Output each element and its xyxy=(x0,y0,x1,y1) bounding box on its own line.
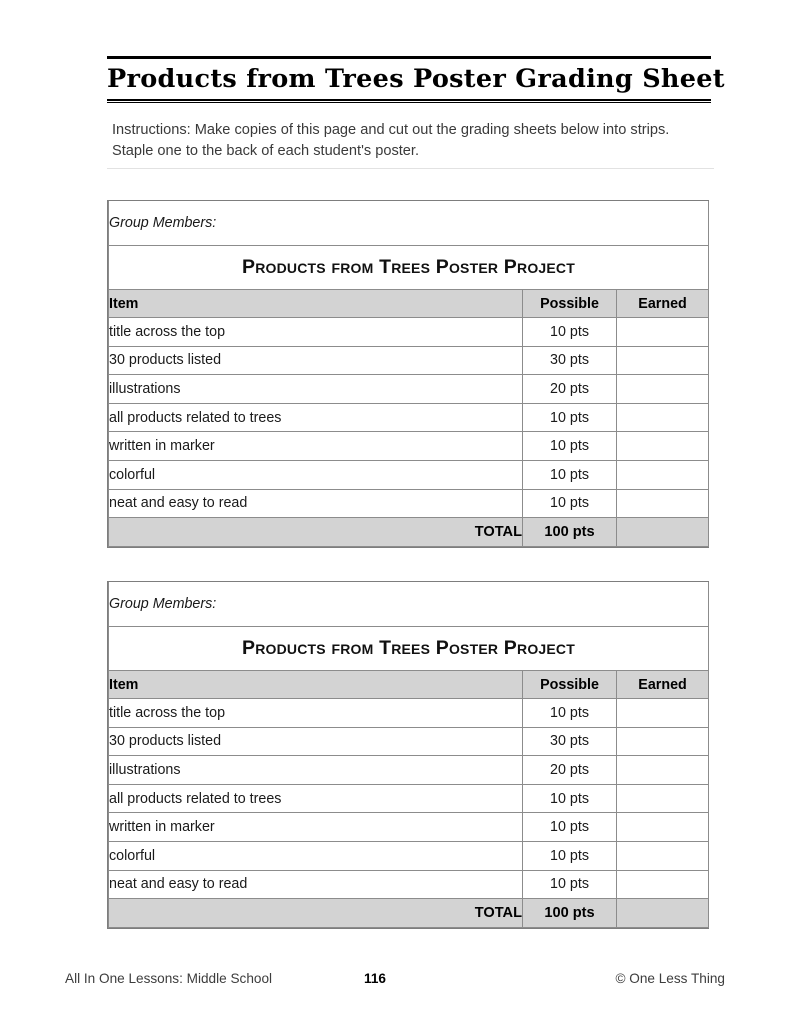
total-label: TOTAL xyxy=(109,518,523,547)
criterion-label: all products related to trees xyxy=(109,784,523,813)
criterion-points: 20 pts xyxy=(523,756,617,785)
criterion-earned[interactable] xyxy=(617,346,709,375)
table-row xyxy=(109,727,709,756)
total-possible: 100 pts xyxy=(523,899,617,928)
table-row xyxy=(109,813,709,842)
criterion-points: 10 pts xyxy=(523,460,617,489)
grading-sheet-1 xyxy=(107,200,709,548)
criterion-points: 10 pts xyxy=(523,699,617,728)
criterion-earned[interactable] xyxy=(617,870,709,899)
header-rule-bottom xyxy=(107,99,711,103)
criterion-earned[interactable] xyxy=(617,432,709,461)
sheet-title-row xyxy=(109,627,709,671)
criterion-points: 10 pts xyxy=(523,870,617,899)
table-row xyxy=(109,489,709,518)
column-header-item: Item xyxy=(109,290,523,318)
total-label: TOTAL xyxy=(109,899,523,928)
footer-lesson-title: All In One Lessons: Middle School xyxy=(65,971,273,986)
table-row xyxy=(109,784,709,813)
table-row xyxy=(109,841,709,870)
criterion-points: 10 pts xyxy=(523,403,617,432)
criterion-label: colorful xyxy=(109,841,523,870)
instructions-text: Instructions: Make copies of this page and cut out the grading sheets below into strips. Staple one to the back of each student's poster. xyxy=(112,122,670,159)
criterion-label: colorful xyxy=(109,460,523,489)
criterion-points: 20 pts xyxy=(523,375,617,404)
footer-page-number: 116 xyxy=(364,971,386,986)
criterion-earned[interactable] xyxy=(617,813,709,842)
total-row xyxy=(109,518,709,547)
criterion-points: 10 pts xyxy=(523,432,617,461)
instructions-divider xyxy=(107,168,714,169)
column-header-possible: Possible xyxy=(523,671,617,699)
table-row xyxy=(109,460,709,489)
table-row xyxy=(109,870,709,899)
column-header-item: Item xyxy=(109,671,523,699)
criterion-earned[interactable] xyxy=(617,318,709,347)
criterion-label: 30 products listed xyxy=(109,727,523,756)
criterion-label: 30 products listed xyxy=(109,346,523,375)
table-row xyxy=(109,375,709,404)
column-header-earned: Earned xyxy=(617,671,709,699)
criterion-label: title across the top xyxy=(109,318,523,347)
total-earned[interactable] xyxy=(617,518,709,547)
table-row xyxy=(109,346,709,375)
criterion-label: illustrations xyxy=(109,375,523,404)
table-header-row xyxy=(109,290,709,318)
page-footer xyxy=(65,971,725,993)
sheet-title-row xyxy=(109,246,709,290)
criterion-earned[interactable] xyxy=(617,699,709,728)
criterion-earned[interactable] xyxy=(617,460,709,489)
table-row xyxy=(109,699,709,728)
table-row xyxy=(109,403,709,432)
criterion-label: illustrations xyxy=(109,756,523,785)
criterion-points: 30 pts xyxy=(523,346,617,375)
total-row xyxy=(109,899,709,928)
table-row xyxy=(109,756,709,785)
criterion-label: title across the top xyxy=(109,699,523,728)
total-possible: 100 pts xyxy=(523,518,617,547)
table-row xyxy=(109,432,709,461)
criterion-label: written in marker xyxy=(109,432,523,461)
criterion-earned[interactable] xyxy=(617,489,709,518)
table-row xyxy=(109,318,709,347)
document-header xyxy=(107,56,725,103)
criterion-points: 10 pts xyxy=(523,489,617,518)
column-header-possible: Possible xyxy=(523,290,617,318)
group-members-row xyxy=(109,201,709,246)
criterion-earned[interactable] xyxy=(617,403,709,432)
group-members-row xyxy=(109,582,709,627)
grading-sheet-2 xyxy=(107,581,709,929)
group-members-label[interactable]: Group Members: xyxy=(109,201,709,246)
page-title-wrap xyxy=(107,59,725,99)
criterion-points: 10 pts xyxy=(523,813,617,842)
criterion-earned[interactable] xyxy=(617,727,709,756)
criterion-earned[interactable] xyxy=(617,841,709,870)
column-header-earned: Earned xyxy=(617,290,709,318)
sheet-title: Products from Trees Poster Project xyxy=(109,246,709,290)
criterion-points: 30 pts xyxy=(523,727,617,756)
criterion-label: neat and easy to read xyxy=(109,870,523,899)
footer-copyright: © One Less Thing xyxy=(615,971,725,986)
page-title: Products from Trees Poster Grading Sheet xyxy=(107,64,725,94)
criterion-earned[interactable] xyxy=(617,784,709,813)
total-earned[interactable] xyxy=(617,899,709,928)
criterion-earned[interactable] xyxy=(617,375,709,404)
criterion-points: 10 pts xyxy=(523,318,617,347)
grading-table xyxy=(108,201,709,547)
criterion-points: 10 pts xyxy=(523,784,617,813)
grading-table xyxy=(108,582,709,928)
criterion-points: 10 pts xyxy=(523,841,617,870)
group-members-label[interactable]: Group Members: xyxy=(109,582,709,627)
sheet-title: Products from Trees Poster Project xyxy=(109,627,709,671)
criterion-label: neat and easy to read xyxy=(109,489,523,518)
criterion-earned[interactable] xyxy=(617,756,709,785)
criterion-label: written in marker xyxy=(109,813,523,842)
criterion-label: all products related to trees xyxy=(109,403,523,432)
table-header-row xyxy=(109,671,709,699)
